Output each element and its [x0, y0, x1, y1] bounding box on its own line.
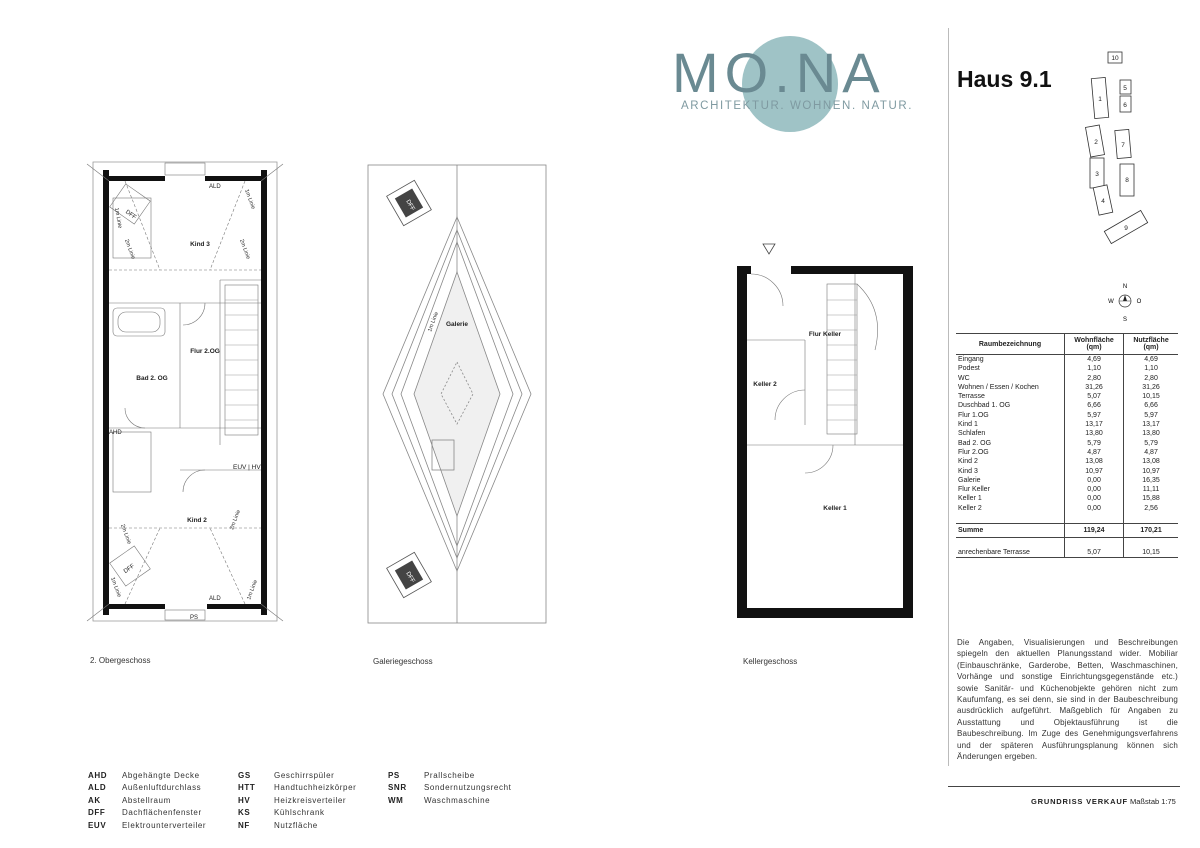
room-name-cell: Keller 2	[956, 504, 1065, 513]
table-row	[956, 355, 1178, 365]
legend-item: AHD Abgehängte Decke	[88, 771, 200, 780]
line-label: 1m Linie	[243, 188, 256, 211]
table-header: Nutzfläche (qm)	[1124, 334, 1178, 355]
footer-divider	[948, 786, 1180, 787]
room-label: Keller 2	[753, 381, 777, 388]
area-cell: 2,56	[1144, 504, 1158, 512]
table-header: Raumbezeichnung	[956, 334, 1065, 355]
table-row	[956, 494, 1178, 503]
wall	[791, 266, 913, 274]
area-cell: 2,80	[1065, 374, 1124, 383]
site-unit-label: 8	[1125, 177, 1129, 184]
table-row	[956, 439, 1178, 448]
table-row	[956, 467, 1178, 476]
room-name-cell: Kind 2	[956, 457, 1065, 466]
area-cell: 5,79	[1144, 439, 1158, 447]
site-unit-label: 3	[1095, 171, 1099, 178]
table-row	[956, 485, 1178, 494]
wall	[205, 176, 263, 181]
legend-column-3	[388, 770, 511, 807]
area-cell: 6,66	[1065, 401, 1124, 410]
site-unit-label: 1	[1098, 96, 1102, 103]
table-header: Wohnfläche (qm)	[1065, 334, 1124, 355]
area-cell: 6,66	[1144, 402, 1158, 410]
area-cell: 4,87	[1144, 448, 1158, 456]
area-cell: 10,15	[1142, 393, 1160, 401]
room-label: Keller 1	[823, 505, 847, 512]
area-cell: 2,80	[1144, 374, 1158, 382]
compass-icon	[1105, 280, 1145, 325]
table-row	[956, 504, 1178, 513]
area-cell: 1,10	[1065, 364, 1124, 373]
table-row	[956, 401, 1178, 410]
svg-text:W: W	[1108, 299, 1114, 305]
area-cell: 13,08	[1142, 458, 1160, 466]
floor-caption: Kellergeschoss	[743, 657, 798, 666]
room-label: Bad 2. OG	[136, 375, 168, 382]
area-cell: 13,80	[1142, 430, 1160, 438]
room-name-cell: Wohnen / Essen / Kochen	[956, 383, 1065, 392]
area-cell: 5,97	[1144, 411, 1158, 419]
page-title: Haus 9.1	[957, 66, 1052, 92]
area-cell: 0,00	[1065, 485, 1124, 494]
footer-scale: Maßstab 1:75	[1130, 797, 1176, 806]
area-cell: 0,00	[1065, 476, 1124, 485]
room-name-cell: Flur Keller	[956, 485, 1065, 494]
room-name-cell: Galerie	[956, 476, 1065, 485]
room-label: Flur Keller	[808, 331, 842, 338]
sidebar-divider	[948, 28, 949, 766]
area-cell: 119,24	[1065, 524, 1124, 538]
line-label: 2m Linie	[123, 238, 136, 261]
table-sum-row	[956, 524, 1178, 538]
area-cell: 170,21	[1124, 524, 1178, 538]
room-name-cell: Bad 2. OG	[956, 439, 1065, 448]
abbr-label: DFF	[404, 198, 416, 213]
wall	[903, 266, 913, 618]
table-terrace-row	[956, 548, 1178, 558]
area-cell: 31,26	[1065, 383, 1124, 392]
line-label: 1m Linie	[427, 311, 440, 333]
room-label: Kind 3	[190, 241, 210, 248]
area-cell: 11,11	[1142, 486, 1160, 494]
legend-item: HTT Handtuchheizkörper	[238, 783, 357, 793]
floor-caption: 2. Obergeschoss	[90, 656, 151, 665]
legend-column-2	[238, 770, 356, 832]
legend-item: AK Abstellraum	[88, 795, 171, 805]
area-cell: 10,97	[1142, 467, 1160, 475]
abbr-label: EUV | HV	[233, 464, 261, 471]
floorplan-galerie	[365, 162, 550, 627]
legend-item: ALD Außenluftdurchlass	[88, 783, 202, 793]
table-row	[956, 383, 1178, 392]
abbr-label: DFF	[404, 570, 416, 585]
room-name-cell: Podest	[956, 364, 1065, 373]
table-spacer	[956, 538, 1178, 549]
site-unit-label: 2	[1094, 139, 1098, 146]
area-cell: 4,69	[1065, 355, 1124, 365]
logo-wordmark: MO.NA	[672, 41, 886, 104]
site-unit-label: 10	[1111, 55, 1119, 62]
room-label: Galerie	[445, 321, 469, 328]
wall	[207, 604, 263, 609]
site-unit-label: 5	[1123, 85, 1127, 92]
table-row	[956, 457, 1178, 466]
floor-caption: Galeriegeschoss	[373, 657, 433, 666]
room-name-cell: Eingang	[956, 355, 1065, 365]
legend-column-1	[88, 770, 206, 832]
table-row	[956, 429, 1178, 438]
area-cell: 13,17	[1142, 421, 1160, 429]
area-cell: 13,08	[1065, 457, 1124, 466]
table-spacer	[956, 513, 1178, 524]
area-cell: 10,97	[1065, 467, 1124, 476]
floorplan-keller	[725, 240, 925, 625]
area-cell: 13,80	[1065, 429, 1124, 438]
room-name-cell: WC	[956, 374, 1065, 383]
legend-item: DFF Dachflächenfenster	[88, 808, 202, 818]
room-name-cell: Duschbad 1. OG	[956, 401, 1065, 410]
area-cell: 1,10	[1144, 365, 1158, 373]
wall	[737, 608, 913, 618]
footer-title: GRUNDRISS VERKAUF	[1031, 797, 1128, 806]
site-unit-label: 4	[1101, 198, 1105, 205]
room-name-cell: Schlafen	[956, 429, 1065, 438]
table-row	[956, 364, 1178, 373]
area-cell: 5,79	[1065, 439, 1124, 448]
room-name-cell: anrechenbare Terrasse	[956, 548, 1065, 558]
site-unit-label: 9	[1124, 225, 1128, 232]
room-name-cell: Summe	[956, 524, 1065, 538]
site-plan	[1080, 48, 1190, 248]
legend-item: SNR Sondernutzungsrecht	[388, 783, 512, 793]
svg-text:N: N	[1122, 284, 1128, 290]
room-label: Flur 2.OG	[190, 348, 220, 355]
area-cell: 5,07	[1065, 392, 1124, 401]
table-row	[956, 448, 1178, 457]
logo-tagline: ARCHITEKTUR. WOHNEN. NATUR.	[681, 100, 914, 112]
legend-item: EUV Elektrounterverteiler	[88, 820, 207, 830]
disclaimer-text: Die Angaben, Visualisierungen und Beschreibungen spiegeln den aktuellen Planungsstand wider. Mobiliar (Einbauschränke, Garderobe, Betten, Waschmaschinen, Vorhänge und sonstige Einrichtungsgegenstände etc.) sowie Sanitär- und Küchenobjekte gehören nicht zum Kaufumfang, es sei denn, sie sind in der Baubeschreibung ausdrücklich aufgeführt. Maßgeblich für Angaben zu Ausstattung und Objektausführung ist die Baubeschreibung. Im Zuge des Genehmigungsverfahrens und der späteren Ausführungsplanung können sich Änderungen ergeben.	[957, 638, 1178, 762]
legend-item: KS Kühlschrank	[238, 808, 325, 818]
room-name-cell: Flur 2.OG	[956, 448, 1065, 457]
room-label: Kind 2	[187, 517, 207, 524]
line-label: 1m Linie	[246, 579, 259, 601]
room-area-table	[956, 333, 1178, 558]
entrance-marker-icon	[763, 244, 775, 254]
room-name-cell: Kind 1	[956, 420, 1065, 429]
room-name-cell: Flur 1.OG	[956, 411, 1065, 420]
legend-item: HV Heizkreisverteiler	[238, 795, 347, 805]
table-row	[956, 411, 1178, 420]
legend-item: GS Geschirrspüler	[238, 771, 335, 780]
line-label: 2m Linie	[229, 509, 242, 531]
room-name-cell: Kind 3	[956, 467, 1065, 476]
legend-item: PS Prallscheibe	[388, 771, 475, 780]
area-cell: 5,97	[1065, 411, 1124, 420]
table-row	[956, 374, 1178, 383]
line-label: 1m Linie	[113, 207, 123, 229]
area-cell: 5,07	[1065, 548, 1124, 558]
area-cell: 15,88	[1142, 495, 1160, 503]
abbr-label: DFF	[124, 209, 138, 221]
area-cell: 13,17	[1065, 420, 1124, 429]
area-cell: 0,00	[1065, 494, 1124, 503]
site-unit-label: 6	[1123, 102, 1127, 109]
line-label: 2m Linie	[238, 238, 251, 261]
wall	[261, 170, 267, 615]
legend-item: WM Waschmaschine	[388, 795, 491, 805]
area-cell: 10,15	[1124, 548, 1178, 558]
abbr-label: ALD	[209, 184, 221, 190]
room-name-cell: Terrasse	[956, 392, 1065, 401]
abbr-label: DFF	[122, 563, 136, 575]
floorplan-2og	[85, 160, 285, 625]
abbr-label: PS	[190, 615, 199, 621]
line-label: 2m Linie	[119, 523, 132, 546]
area-cell: 4,69	[1144, 356, 1158, 363]
legend-item: NF Nutzfläche	[238, 820, 318, 830]
room-name-cell: Keller 1	[956, 494, 1065, 503]
wall	[103, 170, 109, 615]
site-unit-label: 7	[1121, 142, 1125, 149]
area-cell: 16,35	[1142, 476, 1160, 484]
wall	[737, 266, 747, 618]
area-cell: 4,87	[1065, 448, 1124, 457]
svg-text:S: S	[1122, 317, 1128, 323]
wall	[107, 604, 165, 609]
abbr-label: AHD	[109, 430, 122, 436]
table-row	[956, 392, 1178, 401]
table-row	[956, 420, 1178, 429]
wall	[737, 266, 751, 274]
line-label: 1m Linie	[109, 576, 122, 599]
abbr-label: ALD	[209, 596, 221, 602]
room-table-body	[956, 355, 1178, 558]
table-row	[956, 476, 1178, 485]
area-cell: 31,26	[1142, 383, 1160, 391]
wall	[107, 176, 165, 181]
svg-text:O: O	[1136, 299, 1142, 305]
area-cell: 0,00	[1065, 504, 1124, 513]
